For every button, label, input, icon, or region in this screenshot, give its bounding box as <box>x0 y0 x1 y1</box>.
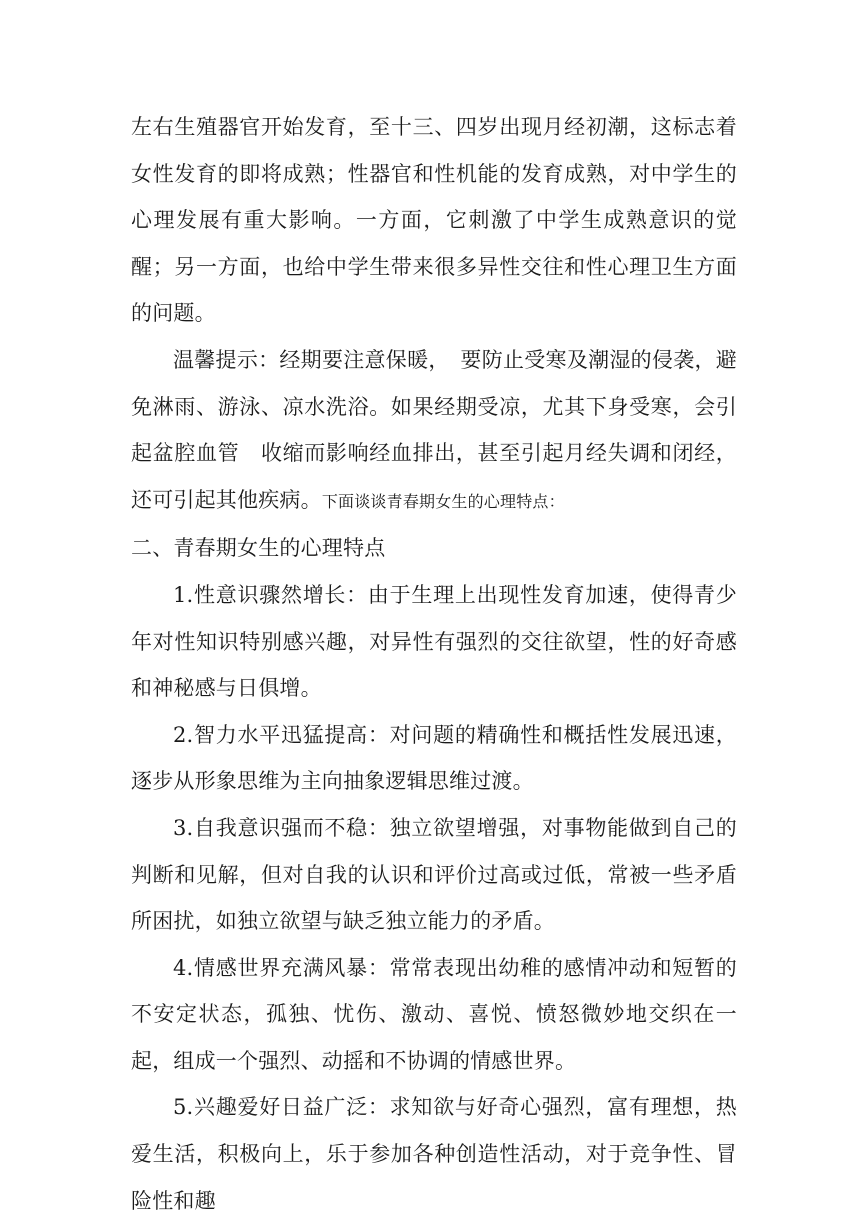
list-item-2: 2.智力水平迅猛提高：对问题的精确性和概括性发展迅速，逐步从形象思维为主向抽象逻辑思维过渡。 <box>131 722 737 794</box>
tip-text: 温馨提示：经期要注意保暖， 要防止受寒及潮湿的侵袭，避免淋雨、游泳、凉水洗浴。如果经期受凉，尤其下身受寒，会引起盆腔血管 收缩而影响经血排出，甚至引起月经失调和闭经，还可引起其他疾病。 <box>131 347 737 512</box>
section-heading: 二、青春期女生的心理特点 <box>131 536 386 561</box>
document-body <box>131 104 737 1224</box>
paragraph-tip <box>131 337 737 525</box>
list-item-4: 4.情感世界充满风暴：常常表现出幼稚的感情冲动和短暂的不安定状态，孤独、忧伤、激动、喜悦、愤怒微妙地交织在一起，组成一个强烈、动摇和不协调的情感世界。 <box>131 955 737 1073</box>
list-item-3: 3.自我意识强而不稳：独立欲望增强，对事物能做到自己的判断和见解，但对自我的认识和评价过高或过低，常被一些矛盾所困扰，如独立欲望与缺乏独立能力的矛盾。 <box>131 815 737 934</box>
list-item-1: 1.性意识骤然增长：由于生理上出现性发育加速，使得青少年对性知识特别感兴趣，对异性有强烈的交往欲望，性的好奇感和神秘感与日俱增。 <box>131 582 737 701</box>
list-item-5: 5.兴趣爱好日益广泛：求知欲与好奇心强烈，富有理想，热爱生活，积极向上，乐于参加各种创造性活动，对于竞争性、冒险性和趣 <box>131 1095 737 1213</box>
paragraph-intro: 左右生殖器官开始发育，至十三、四岁出现月经初潮，这标志着女性发育的即将成熟；性器官和性机能的发育成熟，对中学生的心理发展有重大影响。一方面，它刺激了中学生成熟意识的觉醒；另一方面，也给中学生带来很多异性交往和性心理卫生方面的问题。 <box>131 115 737 326</box>
tip-tail-text: 下面谈谈青春期女生的心理特点： <box>321 491 565 511</box>
